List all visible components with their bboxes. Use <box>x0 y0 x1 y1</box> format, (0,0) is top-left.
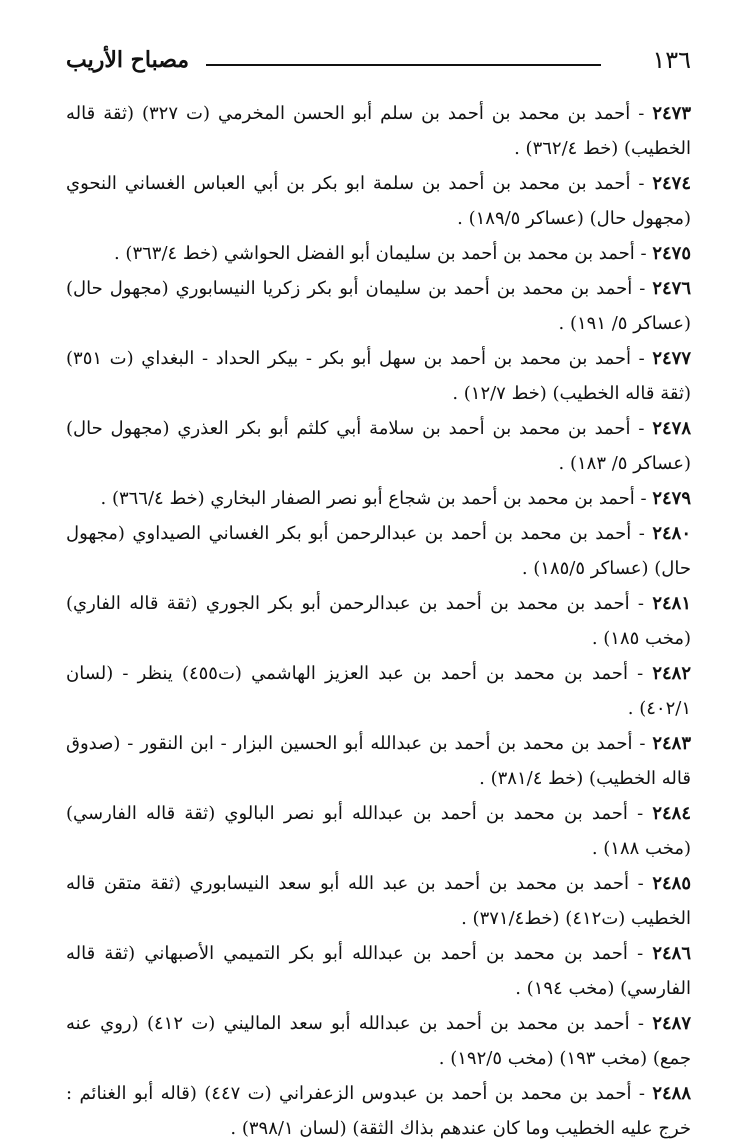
entry-number: ٢٤٨٦ <box>652 943 691 964</box>
entries-list <box>66 96 691 1146</box>
entry-number: ٢٤٨٧ <box>652 1013 691 1034</box>
entry-text: - أحمد بن محمد بن أحمد بن سلم أبو الحسن المخرمي (ت ٣٢٧) (ثقة قاله الخطيب) (خط ٣٦٢/٤) . <box>66 103 691 159</box>
entry-number: ٢٤٨٣ <box>652 733 691 754</box>
entry-text: - أحمد بن محمد بن أحمد بن عبد الله أبو سعد النيسابوري (ثقة متقن قاله الخطيب (ت٤١٢) (خط٣٧١/٤) . <box>66 873 691 929</box>
entry-text: - أحمد بن محمد بن أحمد بن عبدالله أبو سعد الماليني (ت ٤١٢) (روي عنه جمع) (مخب ١٩٣) (مخب ١٩٢/٥) . <box>66 1013 691 1069</box>
entry-number: ٢٤٨٨ <box>652 1083 691 1104</box>
entry <box>66 1076 691 1146</box>
entry <box>66 936 691 1006</box>
entry-number: ٢٤٨٤ <box>652 803 691 824</box>
entry <box>66 166 691 236</box>
entry-number: ٢٤٧٥ <box>652 243 691 264</box>
entry <box>66 481 691 516</box>
entry <box>66 656 691 726</box>
entry-text: - أحمد بن محمد بن أحمد بن سلامة أبي كلثم أبو بكر العذري (مجهول حال) (عساكر ٥/ ١٨٣) . <box>66 418 691 474</box>
entry-number: ٢٤٨١ <box>652 593 691 614</box>
entry <box>66 796 691 866</box>
entry-text: - أحمد بن محمد بن أحمد بن عبدالله أبو الحسين البزار - ابن النقور - (صدوق قاله الخطيب) (خط ٣٨١/٤) . <box>66 733 691 789</box>
entry-text: - أحمد بن محمد بن أحمد بن عبدالرحمن أبو بكر الغساني الصيداوي (مجهول حال) (عساكر ١٨٥/٥) . <box>66 523 691 579</box>
entry-text: - أحمد بن محمد بن أحمد بن سليمان أبو بكر زكريا النيسابوري (مجهول حال) (عساكر ٥/ ١٩١) . <box>66 278 691 334</box>
entry-number: ٢٤٨٥ <box>652 873 692 894</box>
entry-text: - أحمد بن محمد بن أحمد بن عبدوس الزعفراني (ت ٤٤٧) (قاله أبو الغنائم : خرج عليه الخطيب وما كان عندهم بذاك الثقة) (لسان ٣٩٨/١) . <box>66 1083 691 1139</box>
entry <box>66 96 691 166</box>
entry <box>66 341 691 411</box>
entry-number: ٢٤٧٤ <box>652 173 691 194</box>
entry <box>66 866 691 936</box>
page-number: ١٣٦ <box>652 46 691 74</box>
entry-number: ٢٤٨٠ <box>652 523 691 544</box>
entry <box>66 516 691 586</box>
entry-text: - أحمد بن محمد بن أحمد بن سهل أبو بكر - بيكر الحداد - البغداي (ت ٣٥١) (ثقة قاله الخطيب) (خط ١٢/٧) . <box>66 348 691 404</box>
entry-number: ٢٤٧٩ <box>652 488 691 509</box>
entry-number: ٢٤٧٣ <box>652 103 691 124</box>
entry <box>66 586 691 656</box>
page-header <box>66 40 691 76</box>
entry-text: - أحمد بن محمد بن أحمد بن عبدالله أبو بكر التميمي الأصبهاني (ثقة قاله الفارسي) (مخب ١٩٤) . <box>66 943 691 999</box>
entry-text: - أحمد بن محمد بن أحمد بن سليمان أبو الفضل الحواشي (خط ٣٦٣/٤) . <box>113 243 653 264</box>
header-rule <box>206 64 601 66</box>
entry <box>66 411 691 481</box>
entry <box>66 1006 691 1076</box>
entry-number: ٢٤٧٨ <box>652 418 691 439</box>
entry-number: ٢٤٨٢ <box>652 663 691 684</box>
entry-text: - أحمد بن محمد بن أحمد بن عبد العزيز الهاشمي (ت٤٥٥) ينظر - (لسان ٤٠٢/١) . <box>66 663 691 719</box>
entry-number: ٢٤٧٦ <box>652 278 691 299</box>
entry <box>66 271 691 341</box>
entry <box>66 726 691 796</box>
entry <box>66 236 691 271</box>
entry-text: - أحمد بن محمد بن أحمد بن عبدالله أبو نصر البالوي (ثقة قاله الفارسي) (مخب ١٨٨) . <box>66 803 691 859</box>
entry-text: - أحمد بن محمد بن أحمد بن سلمة ابو بكر بن أبي العباس الغساني النحوي (مجهول حال) (عساكر ١٨٩/٥) . <box>66 173 691 229</box>
entry-number: ٢٤٧٧ <box>652 348 692 369</box>
entry-text: - أحمد بن محمد بن أحمد بن شجاع أبو نصر الصفار البخاري (خط ٣٦٦/٤) . <box>100 488 653 509</box>
running-title: مصباح الأريب <box>66 47 190 73</box>
entry-text: - أحمد بن محمد بن أحمد بن عبدالرحمن أبو بكر الجوري (ثقة قاله الفاري) (مخب ١٨٥) . <box>66 593 691 649</box>
